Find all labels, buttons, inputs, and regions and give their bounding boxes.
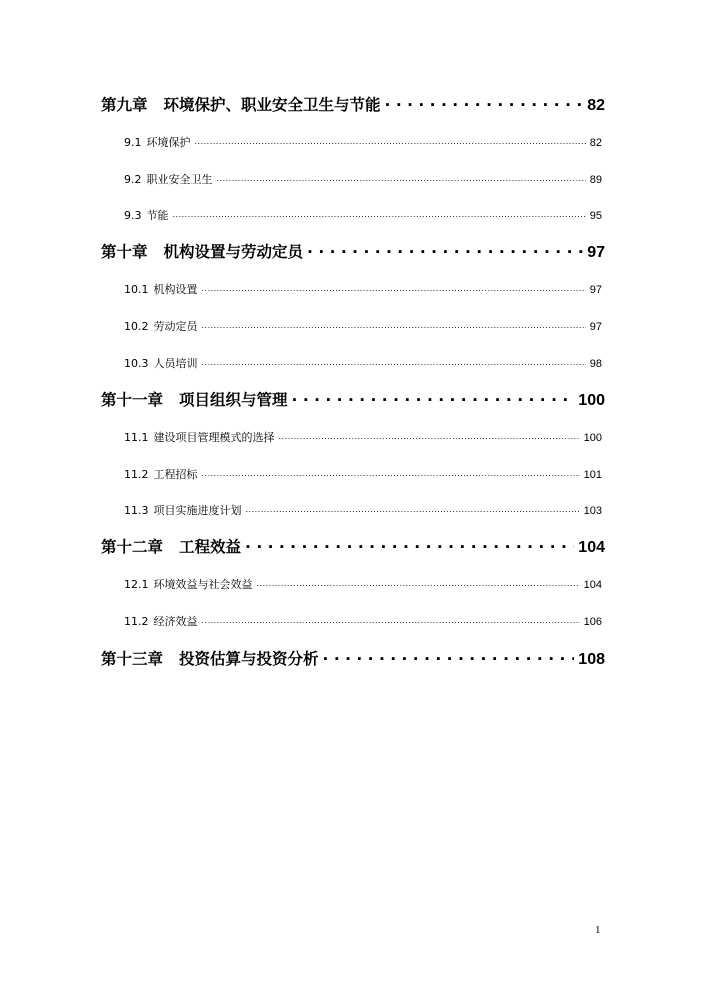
toc-section-9-3[interactable] <box>124 207 602 223</box>
toc-title: 劳动定员 <box>153 320 198 333</box>
toc-chapter-9[interactable] <box>101 93 605 115</box>
toc-page: 108 <box>578 651 605 668</box>
toc-page: 82 <box>589 137 602 149</box>
toc-title: 建设项目管理模式的选择 <box>153 431 275 444</box>
toc-number: 9.3 <box>124 209 142 222</box>
toc-page: 82 <box>587 97 605 114</box>
toc-section-10-2[interactable] <box>124 318 602 334</box>
toc-number: 10.3 <box>124 357 149 370</box>
toc-title: 工程效益 <box>179 538 242 556</box>
toc-title: 项目实施进度计划 <box>153 504 242 517</box>
toc-page: 95 <box>589 210 602 222</box>
toc-page: 97 <box>589 321 602 333</box>
toc-page: 100 <box>578 392 605 409</box>
toc-leader <box>202 614 580 625</box>
toc-section-11-1[interactable] <box>124 429 602 445</box>
toc-leader <box>217 172 586 183</box>
toc-leader <box>245 537 574 553</box>
toc-number: 第九章 <box>101 96 148 114</box>
toc-chapter-10[interactable] <box>101 240 605 262</box>
toc-number: 第十三章 <box>101 650 164 668</box>
toc-leader <box>173 208 586 219</box>
toc-section-10-1[interactable] <box>124 281 602 297</box>
toc-page: 103 <box>583 505 602 517</box>
toc-number: 12.1 <box>124 578 149 591</box>
toc-section-9-1[interactable] <box>124 134 602 150</box>
toc-page: 98 <box>589 358 602 370</box>
toc-section-11-3[interactable] <box>124 502 602 518</box>
toc-leader <box>307 242 583 258</box>
toc-section-9-2[interactable] <box>124 171 602 187</box>
toc-number: 11.3 <box>124 504 149 517</box>
toc-number: 11.2 <box>124 468 149 481</box>
toc-page: 97 <box>587 244 605 261</box>
toc-leader <box>323 649 575 665</box>
toc-number: 10.2 <box>124 320 149 333</box>
toc-title: 人员培训 <box>153 357 198 370</box>
toc-leader <box>202 356 586 367</box>
toc-leader <box>202 467 580 478</box>
toc-page: 106 <box>583 616 602 628</box>
toc-number: 第十二章 <box>101 538 164 556</box>
toc-leader <box>385 95 584 111</box>
toc-section-10-3[interactable] <box>124 355 602 371</box>
toc-leader <box>292 390 575 406</box>
toc-section-12-1[interactable] <box>124 576 602 592</box>
toc-title: 环境保护 <box>146 136 191 149</box>
toc-title: 工程招标 <box>153 468 198 481</box>
toc-number: 第十章 <box>101 243 148 261</box>
toc-page: 104 <box>583 579 602 591</box>
toc-chapter-12[interactable] <box>101 535 605 557</box>
toc-page: 100 <box>583 432 602 444</box>
toc-title: 项目组织与管理 <box>179 391 288 409</box>
toc-page: 89 <box>589 174 602 186</box>
toc-leader <box>202 319 586 330</box>
toc-leader <box>257 577 580 588</box>
toc-page: 101 <box>583 469 602 481</box>
footer-page-number: 1 <box>595 924 601 936</box>
toc-title: 投资估算与投资分析 <box>179 650 319 668</box>
toc-title: 经济效益 <box>153 615 198 628</box>
toc-leader <box>202 282 586 293</box>
toc-number: 9.2 <box>124 173 142 186</box>
toc-number: 第十一章 <box>101 391 164 409</box>
toc-page: 97 <box>589 284 602 296</box>
toc-chapter-13[interactable] <box>101 647 605 669</box>
toc-number: 10.1 <box>124 283 149 296</box>
toc-title: 环境保护、职业安全卫生与节能 <box>163 96 381 114</box>
toc-title: 机构设置与劳动定员 <box>163 243 304 261</box>
toc-title: 环境效益与社会效益 <box>153 578 253 591</box>
toc-title: 职业安全卫生 <box>146 173 213 186</box>
toc-section-11-2[interactable] <box>124 466 602 482</box>
toc-number: 11.1 <box>124 431 149 444</box>
toc-leader <box>246 503 580 514</box>
toc-number: 9.1 <box>124 136 142 149</box>
toc-chapter-11[interactable] <box>101 388 605 410</box>
toc-title: 节能 <box>146 209 169 222</box>
toc-section-12-2[interactable] <box>124 613 602 629</box>
toc-title: 机构设置 <box>153 283 198 296</box>
toc-number: 11.2 <box>124 615 149 628</box>
toc-page: 104 <box>578 539 605 556</box>
toc-leader <box>195 135 586 146</box>
toc-leader <box>279 430 580 441</box>
